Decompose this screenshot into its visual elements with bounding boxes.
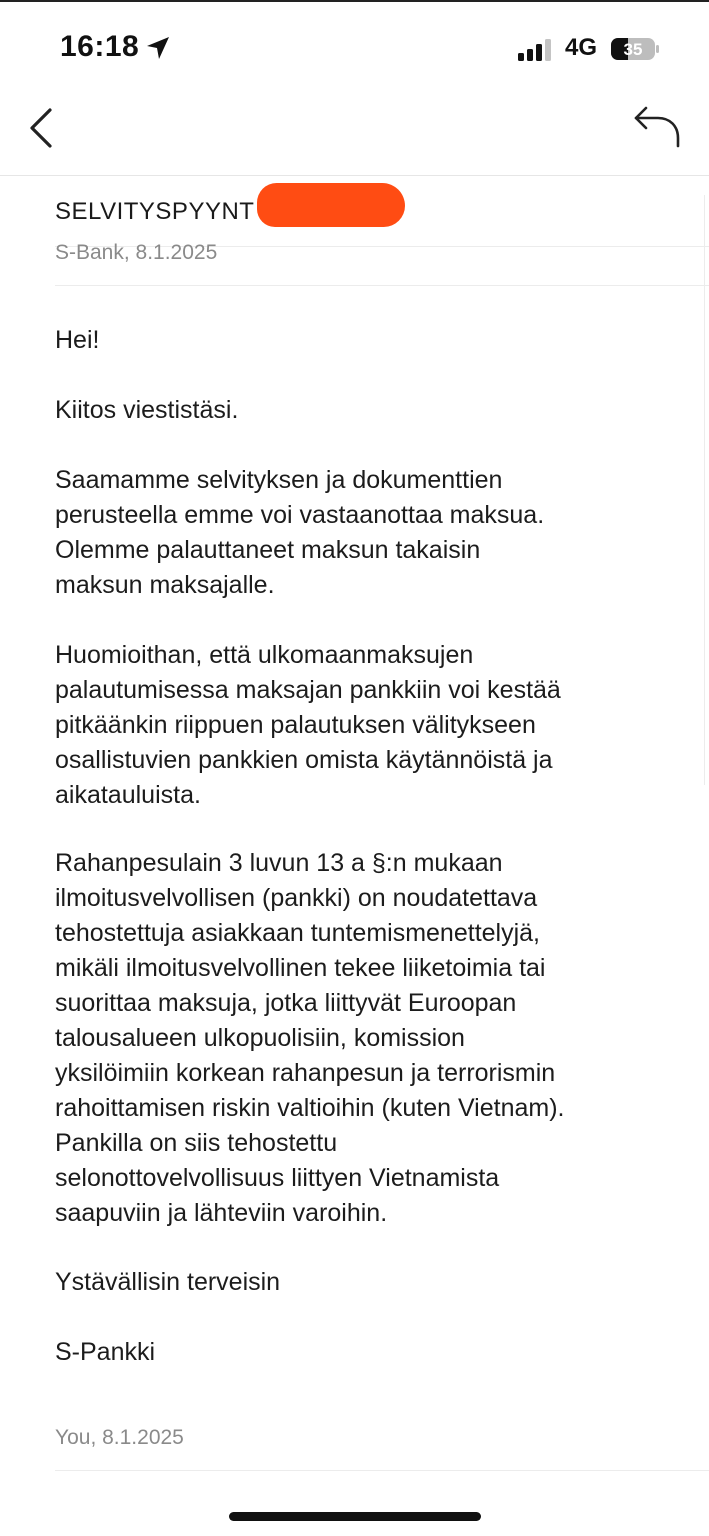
text-line: rahoittamisen riskin valtioihin (kuten Vietnam).	[55, 1094, 565, 1122]
redaction-mark	[257, 183, 405, 227]
cellular-signal-icon	[518, 38, 554, 62]
text-line: palautumisessa maksajan pankkiin voi kestää	[55, 676, 561, 704]
text-line: yksilöimiin korkean rahanpesun ja terrorismin	[55, 1059, 556, 1087]
thread-border	[704, 195, 705, 785]
home-indicator[interactable]	[229, 1512, 481, 1521]
message-paragraph-2	[55, 638, 561, 813]
back-chevron-icon[interactable]	[24, 104, 60, 152]
next-message-sender-date[interactable]: You, 8.1.2025	[55, 1426, 184, 1449]
header-divider	[0, 175, 709, 176]
message-sender-date: S-Bank, 8.1.2025	[55, 241, 218, 264]
message-greeting: Hei!	[55, 326, 100, 354]
top-edge-line	[0, 0, 709, 2]
text-line: perusteella emme voi vastaanottaa maksua.	[55, 501, 545, 529]
text-line: mikäli ilmoitusvelvollinen tekee liiketoimia tai	[55, 954, 546, 982]
battery-icon	[610, 37, 660, 61]
text-line: Saamamme selvityksen ja dokumenttien	[55, 466, 503, 494]
text-line: pitkäänkin riippuen palautuksen välitykseen	[55, 711, 536, 739]
text-line: maksun maksajalle.	[55, 571, 275, 599]
text-line: Pankilla on siis tehostettu	[55, 1129, 338, 1157]
meta-divider	[55, 285, 709, 286]
text-line: talousalueen ulkopuolisiin, komission	[55, 1024, 465, 1052]
message-signature: S-Pankki	[55, 1338, 156, 1366]
text-line: osallistuvien pankkien omista käytännöistä ja	[55, 746, 553, 774]
text-line: saapuviin ja lähteviin varoihin.	[55, 1199, 388, 1227]
network-type: 4G	[565, 34, 598, 61]
message-thanks: Kiitos viestistäsi.	[55, 396, 239, 424]
bottom-divider	[55, 1470, 709, 1471]
message-paragraph-3	[55, 846, 565, 1231]
text-line: Huomioithan, että ulkomaanmaksujen	[55, 641, 474, 669]
text-line: Olemme palauttaneet maksun takaisin	[55, 536, 481, 564]
message-subject: SELVITYSPYYNT	[55, 198, 255, 225]
text-line: ilmoitusvelvollisen (pankki) on noudatettava	[55, 884, 538, 912]
text-line: tehostettuja asiakkaan tuntemismenettelyjä,	[55, 919, 540, 947]
reply-arrow-icon[interactable]	[632, 104, 682, 152]
status-time: 16:18	[60, 30, 140, 63]
text-line: selonottovelvollisuus liittyen Vietnamista	[55, 1164, 500, 1192]
text-line: suorittaa maksuja, jotka liittyvät Euroopan	[55, 989, 517, 1017]
message-closing: Ystävällisin terveisin	[55, 1268, 281, 1296]
text-line: Rahanpesulain 3 luvun 13 a §:n mukaan	[55, 849, 503, 877]
text-line: aikatauluista.	[55, 781, 201, 809]
message-paragraph-1	[55, 463, 544, 603]
location-arrow-icon	[145, 35, 171, 61]
battery-level: 35	[623, 40, 643, 59]
